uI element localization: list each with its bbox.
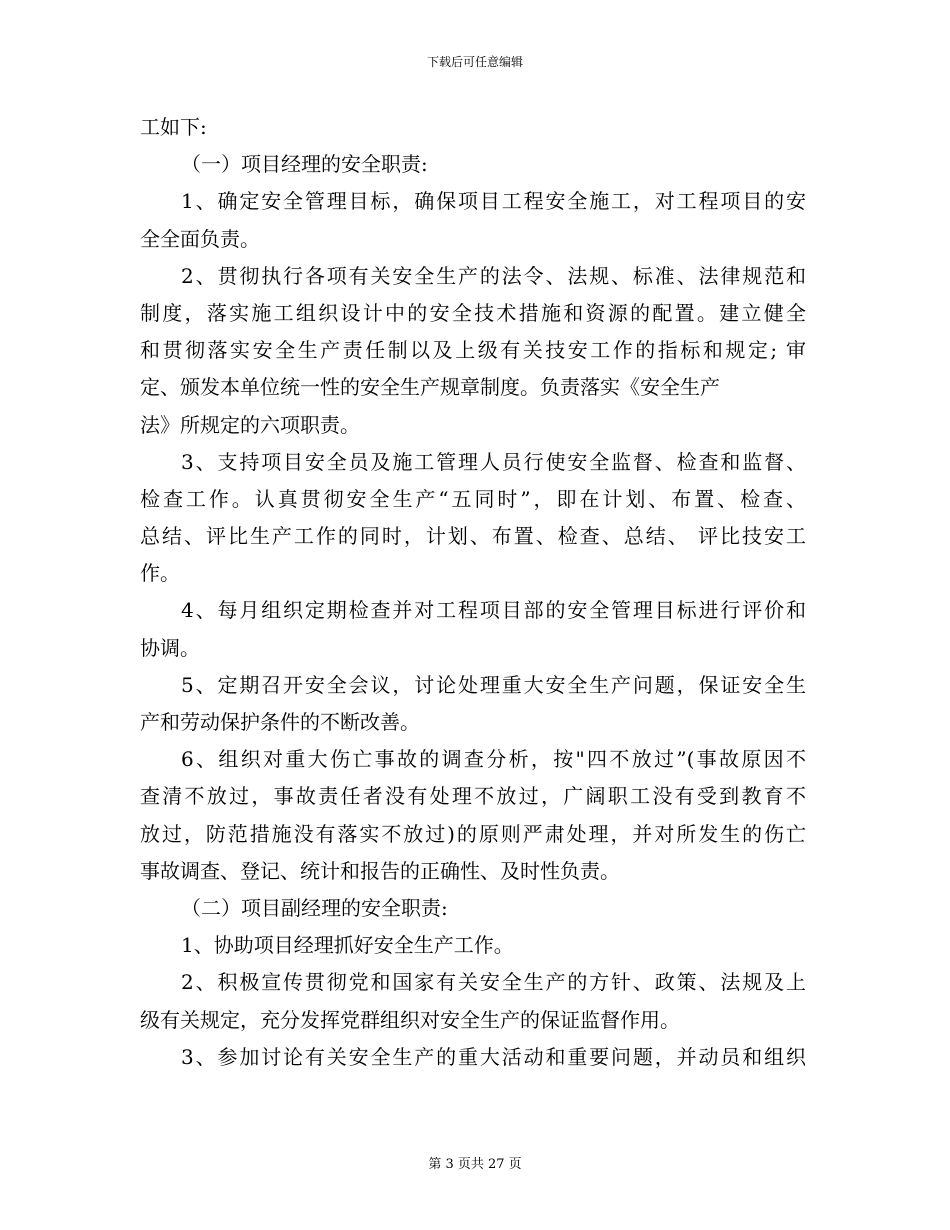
page-header: 下载后可任意编辑 — [426, 55, 523, 69]
text-line: 定、颁发本单位统一性的安全生产规章制度。负责落实《安全生产 — [140, 375, 720, 400]
page-footer: 第 3 页共 27 页 — [428, 1157, 522, 1172]
text-line: 2、积极宣传贯彻党和国家有关安全生产的方针、政策、法规及上 — [181, 970, 806, 995]
text-line: 全全面负责。 — [140, 226, 260, 251]
text-line: 总结、评比生产工作的同时，计划、布置、检查、总结、 评比技安工 — [140, 524, 806, 549]
text-line: 3、参加讨论有关安全生产的重大活动和重要问题，并动员和组织 — [181, 1044, 806, 1069]
text-line: 6、组织对重大伤亡事故的调查分析，按"四不放过”(事故原因不 — [181, 747, 806, 772]
text-line: 事故调查、登记、统计和报告的正确性、及时性负责。 — [140, 858, 620, 883]
text-line: （二）项目副经理的安全职责: — [181, 895, 448, 920]
text-line: 作。 — [140, 561, 180, 586]
text-line: 查清不放过，事故责任者没有处理不放过，广阔职工没有受到教育不 — [140, 784, 806, 809]
text-line: （一）项目经理的安全职责: — [181, 152, 428, 177]
text-line: 产和劳动保护条件的不断改善。 — [140, 710, 420, 734]
text-line: 2、贯彻执行各项有关安全生产的法令、法规、标准、法律规范和 — [181, 263, 806, 288]
text-line: 级有关规定，充分发挥党群组织对安全生产的保证监督作用。 — [140, 1007, 680, 1032]
text-line: 和贯彻落实安全生产责任制以及上级有关技安工作的指标和规定; 审 — [140, 338, 806, 363]
text-line: 5、定期召开安全会议，讨论处理重大安全生产问题，保证安全生 — [181, 672, 806, 697]
text-line: 放过，防范措施没有落实不放过)的原则严肃处理，并对所发生的伤亡 — [140, 821, 806, 846]
text-line: 法》所规定的六项职责。 — [140, 412, 360, 437]
text-line: 4、每月组织定期检查并对工程项目部的安全管理目标进行评价和 — [181, 598, 806, 623]
text-line: 工如下: — [140, 115, 207, 139]
text-line: 协调。 — [140, 635, 200, 660]
text-line: 1、确定安全管理目标，确保项目工程安全施工，对工程项目的安 — [181, 189, 806, 214]
text-line: 3、支持项目安全员及施工管理人员行使安全监督、检查和监督、 — [181, 449, 806, 474]
text-line: 检查工作。认真贯彻安全生产“五同时”，即在计划、布置、检查、 — [140, 486, 806, 511]
text-line: 1、协助项目经理抓好安全生产工作。 — [181, 933, 514, 958]
text-line: 制度，落实施工组织设计中的安全技术措施和资源的配置。建立健全 — [140, 300, 806, 325]
document-body — [140, 109, 806, 1076]
